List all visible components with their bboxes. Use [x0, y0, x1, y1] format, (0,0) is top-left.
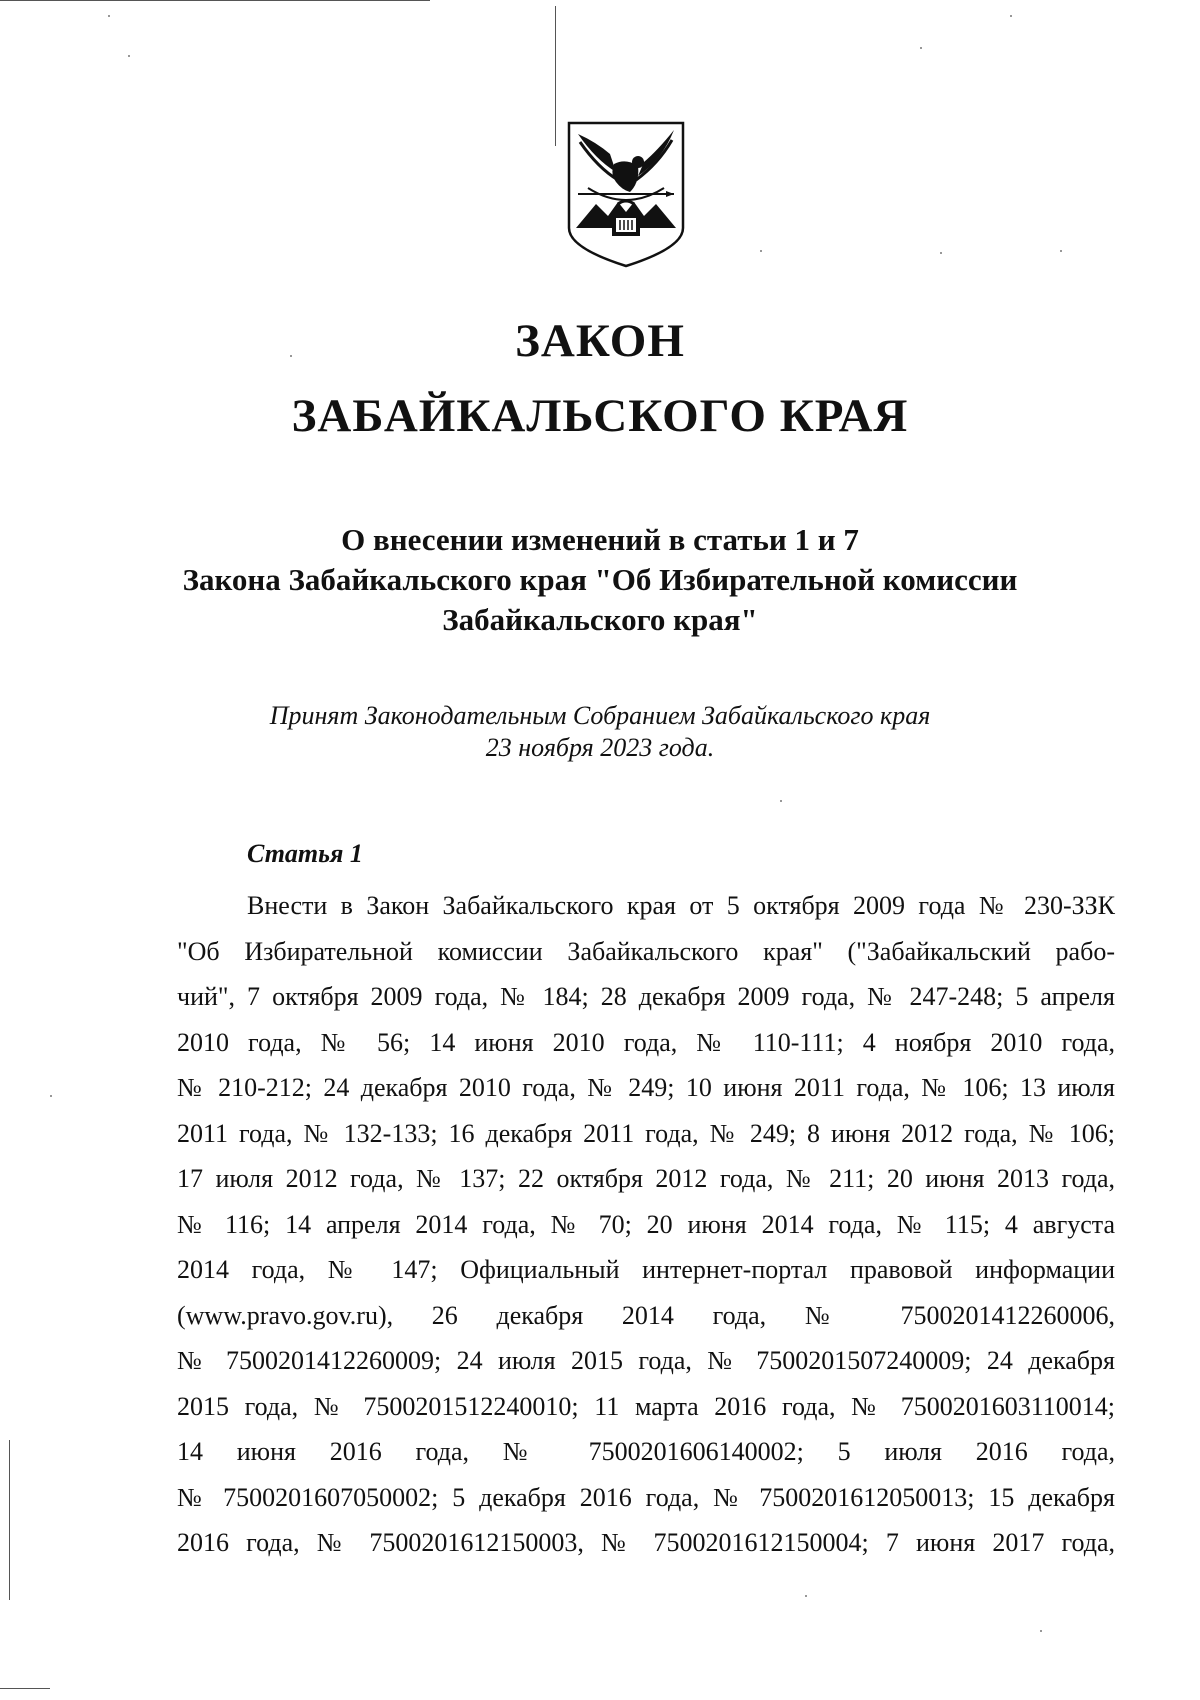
scan-artifact-left-edge	[9, 1440, 10, 1600]
scan-speck	[780, 800, 782, 802]
scan-artifact-top-line	[0, 0, 430, 1]
document-title-line-1: ЗАКОН	[515, 315, 685, 367]
body-line: 2015 года, № 7500201512240010; 11 марта 2016 года, № 7500201603110014;	[177, 1391, 1115, 1421]
body-line: 14 июня 2016 года, № 7500201606140002; 5 июля 2016 года,	[177, 1437, 1115, 1466]
scan-speck	[50, 1095, 52, 1097]
scan-speck	[760, 250, 762, 252]
body-line: чий", 7 октября 2009 года, № 184; 28 декабря 2009 года, № 247-248; 5 апреля	[177, 982, 1115, 1011]
scan-speck	[940, 252, 942, 254]
body-line: 2016 года, № 7500201612150003, № 7500201612150004; 7 июня 2017 года,	[177, 1528, 1115, 1557]
scan-speck	[1010, 15, 1012, 17]
scan-speck	[805, 1595, 807, 1597]
scan-speck	[128, 55, 130, 57]
body-line: "Об Избирательной комиссии Забайкальского края" ("Забайкальский рабо-	[177, 936, 1115, 966]
adoption-note-line: Принят Законодательным Собранием Забайкальского края	[269, 701, 931, 730]
law-subject-line: О внесении изменений в статьи 1 и 7	[341, 522, 859, 557]
document-title-line-2: ЗАБАЙКАЛЬСКОГО КРАЯ	[291, 390, 909, 442]
body-line: 2010 года, № 56; 14 июня 2010 года, № 110-111; 4 ноября 2010 года,	[177, 1027, 1115, 1057]
scan-speck	[920, 47, 922, 49]
body-line: № 116; 14 апреля 2014 года, № 70; 20 июня 2014 года, № 115; 4 августа	[177, 1209, 1115, 1239]
law-subject-line: Забайкальского края"	[442, 602, 758, 637]
scan-artifact-vertical-line	[555, 6, 556, 146]
coat-of-arms-emblem	[566, 120, 686, 268]
body-line: № 210-212; 24 декабря 2010 года, № 249; 10 июня 2011 года, № 106; 13 июля	[177, 1073, 1115, 1102]
body-line: 17 июля 2012 года, № 137; 22 октября 2012 года, № 211; 20 июня 2013 года,	[177, 1164, 1115, 1193]
scan-speck	[1040, 1630, 1042, 1632]
scan-speck	[1060, 250, 1062, 252]
body-line: № 7500201412260009; 24 июля 2015 года, № 7500201507240009; 24 декабря	[177, 1346, 1115, 1375]
scan-speck	[108, 15, 110, 17]
article-1-heading: Статья 1	[247, 839, 363, 868]
body-line: (www.pravo.gov.ru), 26 декабря 2014 года, № 7500201412260006,	[177, 1300, 1115, 1330]
body-line: 2014 года, № 147; Официальный интернет-портал правовой информации	[177, 1255, 1115, 1284]
body-line: Внести в Закон Забайкальского края от 5 октября 2009 года № 230-ЗЗК	[247, 891, 1115, 920]
law-subject-line: Закона Забайкальского края "Об Избирательной комиссии	[182, 562, 1018, 597]
article-1-body	[177, 883, 1115, 1566]
adoption-date: 23 ноября 2023 года.	[485, 733, 715, 762]
law-subject	[0, 520, 1200, 640]
adoption-note	[0, 700, 1200, 764]
scan-artifact-bottom-line	[0, 1688, 50, 1689]
body-line: 2011 года, № 132-133; 16 декабря 2011 года, № 249; 8 июня 2012 года, № 106;	[177, 1118, 1115, 1148]
body-line: № 7500201607050002; 5 декабря 2016 года, № 7500201612050013; 15 декабря	[177, 1482, 1115, 1512]
